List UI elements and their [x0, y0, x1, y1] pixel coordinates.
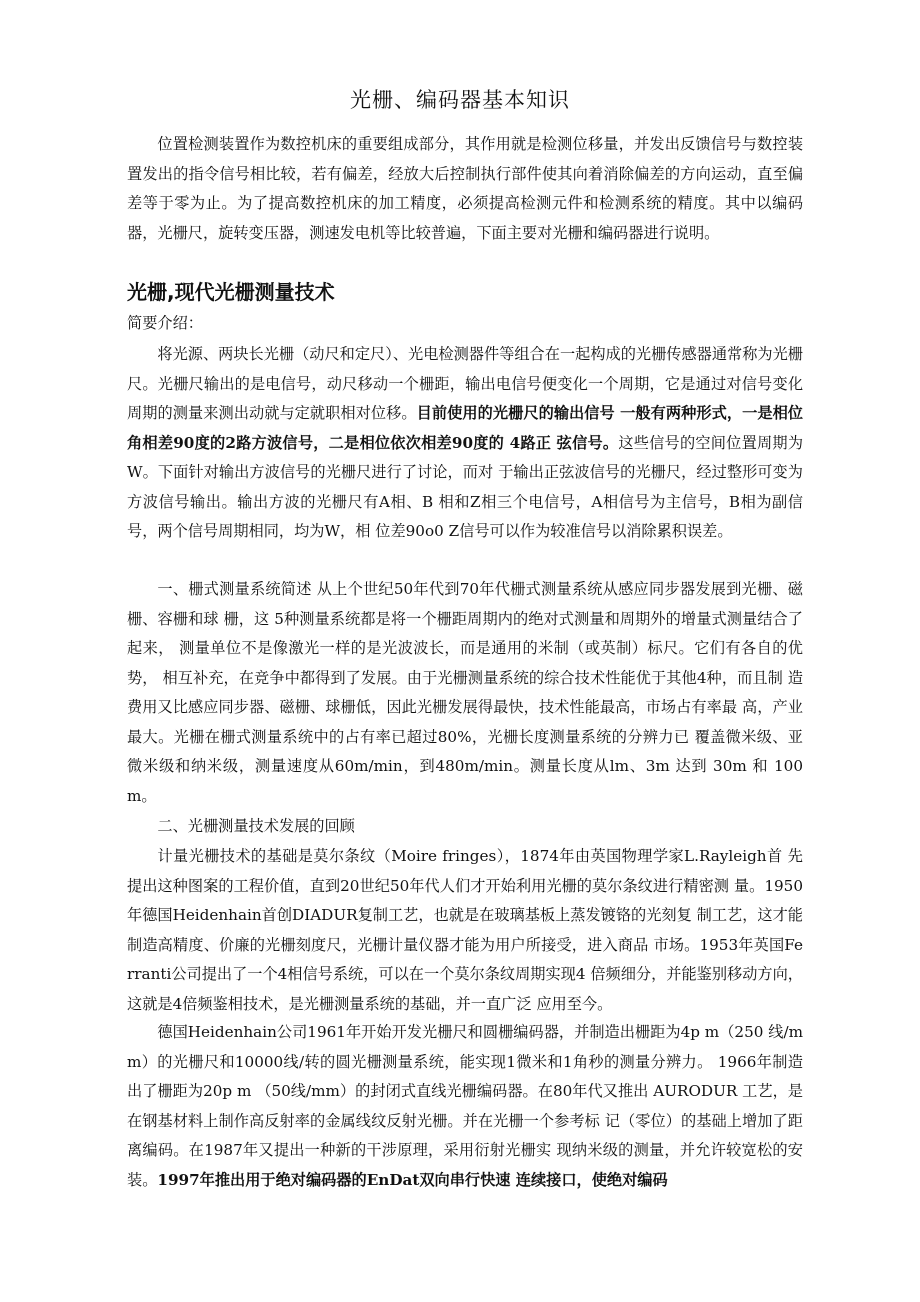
section2-heading: 二、光栅测量技术发展的回顾 — [157, 817, 355, 835]
paragraph-grating-scale — [127, 340, 803, 547]
paragraph-moire-history: 计量光栅技术的基础是莫尔条纹（Moire fringes），1874年由英国物理学家L.Rayleigh首 先提出这种图案的工程价值，直到20世纪50年代人们才开始利用光栅的莫尔条纹进行精密测 量。1950年德国Heidenhain首创DIADUR复制工艺，也就是在玻璃基板上蒸发镀铬的光刻复 制工艺，这才能制造高精度、价廉的光栅刻度尺，光栅计量仪器才能为用户所接受，进入商品 市场。1953年英国Ferranti公司提出了一个4相信号系统，可以在一个莫尔条纹周期实现4 倍频细分，并能鉴别移动方向，这就是4倍频鉴相技术，是光栅测量系统的基础，并一直广泛 应用至今。 — [127, 847, 803, 1013]
paragraph-heidenhain — [127, 1018, 803, 1195]
intro-paragraph: 位置检测装置作为数控机床的重要组成部分，其作用就是检测位移量，并发出反馈信号与数控装置发出的指令信号相比较，若有偏差，经放大后控制执行部件使其向着消除偏差的方向运动，直至偏差等于零为止。为了提高数控机床的加工精度，必须提高检测元件和检测系统的精度。其中以编码器，光栅尺，旋转变压器，测速发电机等比较普遍，下面主要对光栅和编码器进行说明。 — [127, 135, 803, 242]
paragraph-text: 德国Heidenhain公司1961年开始开发光栅尺和圆栅编码器，并制造出栅距为4p m（250 线/mm）的光栅尺和10000线/转的圆光栅测量系统，能实现1微米和1角秒的测量分辨力。 1966年制造出了栅距为20p m （50线/mm）的封闭式直线光栅编码器。在80年代又推出 AURODUR 工艺，是在钢基材料上制作高反射率的金属线纹反射光栅。并在光栅一个参考标 记（零位）的基础上增加了距离编码。在1987年又提出一种新的干涉原理，采用衍射光栅实 现纳米级的测量，并允许较宽松的安装。 — [127, 1023, 803, 1189]
bold-text: 1997年推出用于绝对编码器的EnDat双向串行快速 连续接口，使绝对编码 — [157, 1170, 668, 1189]
sub-intro-label: 简要介绍： — [127, 314, 203, 332]
page-title: 光栅、编码器基本知识 — [350, 88, 570, 112]
paragraph-text: 将光源、两块长光栅（动尺和定尺）、光电检测器件等组合在一起构成的光栅传感器通常称为光栅尺。光栅尺输出的是电信号，动尺移动一个栅距，输出电信号便变化一个周期，它是通过对信号变化周期的测量来测出动就与定就职相对位移。 — [127, 345, 803, 422]
paragraph-text: 这些信号的空间位置周期为W。下面针对输出方波信号的光栅尺进行了讨论，而对 于输出正弦波信号的光栅尺，经过整形可变为方波信号输出。输出方波的光栅尺有A相、B 相和Z相三个电信号，A相信号为主信号，B相为副信号，两个信号周期相同，均为W，相 位差90o0 Z信号可以作为较准信号以消除累积误差。 — [127, 433, 804, 540]
bold-text: 目前使用的光栅尺的输出信号 一般有两种形式，一是相位角相差90度的2路方波信号，二是相位依次相差90度的 4路正 弦信号。 — [127, 404, 803, 452]
paragraph-grid-measurement: 一、栅式测量系统简述 从上个世纪50年代到70年代栅式测量系统从感应同步器发展到光栅、磁栅、容栅和球 栅，这 5种测量系统都是将一个栅距周期内的绝对式测量和周期外的增量式测量结合了起来， 测量单位不是像激光一样的是光波波长，而是通用的米制（或英制）标尺。它们有各自的优势， 相互补充，在竞争中都得到了发展。由于光栅测量系统的综合技术性能优于其他4种，而且制 造费用又比感应同步器、磁栅、球栅低，因此光栅发展得最快，技术性能最高，市场占有率最 高，产业最大。光栅在栅式测量系统中的占有率已超过80%，光栅长度测量系统的分辨力已 覆盖微米级、亚微米级和纳米级，测量速度从60m/min，到480m/min。测量长度从lm、3m 达到 30m 和 100m。 — [127, 580, 803, 805]
section-heading: 光栅,现代光栅测量技术 — [127, 280, 335, 304]
